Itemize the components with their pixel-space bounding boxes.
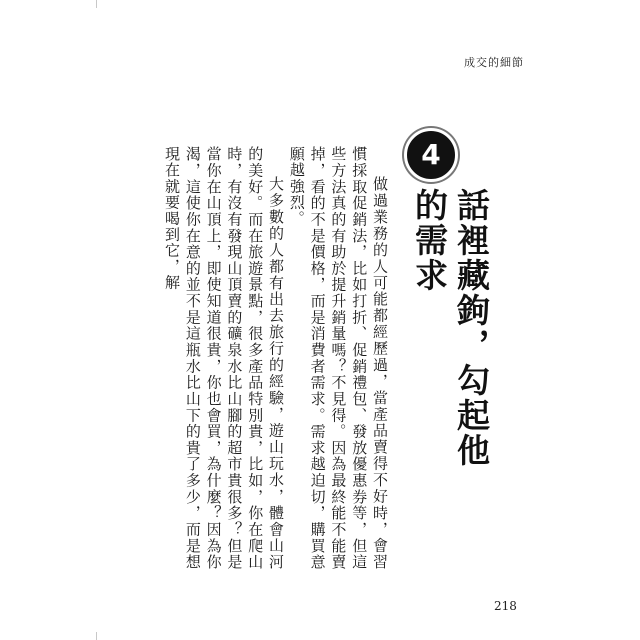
crop-mark-top <box>96 0 97 8</box>
body-text <box>161 146 390 570</box>
chapter-title: 話裡藏鉤，勾起他的需求 <box>410 188 491 468</box>
crop-mark-bottom <box>96 632 97 640</box>
paragraph: 做過業務的人可能都經歷過，當產品賣得不好時，會習慣採取促銷法，比如打折、促銷禮包、發放優惠券等，但這些方法真的有助於提升銷量嗎？不見得。因為最終能不能賣掉，看的不是價格，而是消費者需求。需求越迫切，購買意願越強烈。 <box>287 146 389 570</box>
paragraph: 大多數的人都有出去旅行的經驗，遊山玩水，體會山河的美好。而在旅遊景點，很多產品特別貴，比如，你在爬山時，有沒有發現山頂賣的礦泉水比山腳的超市貴很多？但是當你在山頂上，即使知道很貴，你也會買，為什麼？因為你渴，這使你在意的並不是這瓶水比山下的貴了多少，而是想現在就要喝到它，解 <box>163 146 286 570</box>
chapter-number-badge: 4 <box>404 128 458 182</box>
running-head: 成交的細節 <box>464 56 524 69</box>
page-number: 218 <box>494 599 517 613</box>
